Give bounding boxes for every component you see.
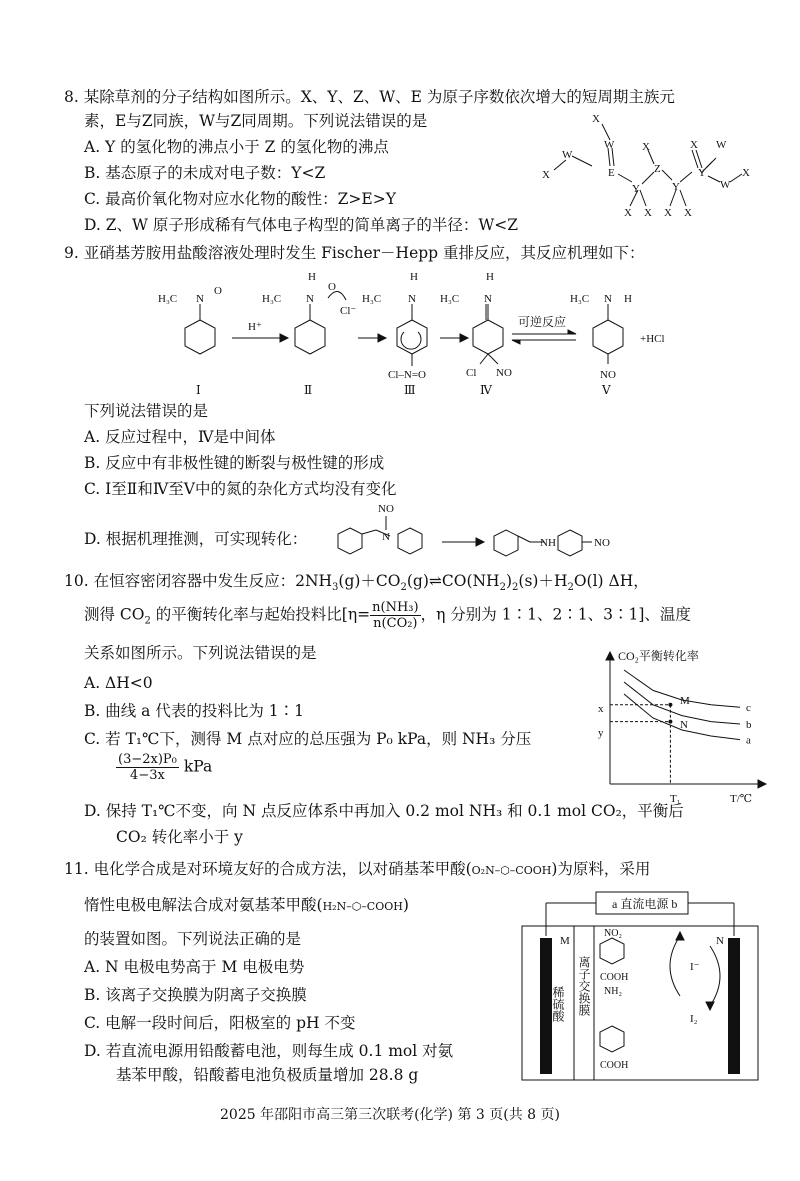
iodine-label: I₂ — [690, 1013, 698, 1025]
h-label-3: H — [410, 271, 418, 283]
chart-x-label: T/℃ — [730, 793, 753, 804]
no-label-5: NO — [600, 369, 616, 381]
h-label-5: H — [624, 293, 632, 305]
mol-x-atom: X — [642, 141, 650, 153]
d-no-label-1: NO — [378, 503, 394, 515]
inline-nitrobenzoic-acid: O₂N–⬡–COOH — [471, 864, 552, 877]
q9-option-b: B. 反应中有非极性键的断裂与极性键的形成 — [84, 454, 385, 472]
q10-stem-line1: 10. 在恒容密闭容器中发生反应：$2NH_3(g)+CO_2(g)\rightleftharpoons CO(NH_2)_2(s)+H_2O(l)$ ΔH， — [64, 572, 649, 594]
mol-y-atom: Y — [698, 167, 706, 179]
compound-label-iv: Ⅳ — [480, 383, 492, 397]
chart-series-label-c: c — [746, 702, 751, 715]
n-electrode — [728, 938, 740, 1074]
h3c-label-1: H₃C — [158, 293, 178, 305]
q8-molecule-structure — [530, 110, 780, 220]
chart-y-tick-y: y — [598, 727, 604, 739]
eta-fraction: $\frac{\text{n(NH₃)}}{\text{n(CO₂)}}$ — [372, 600, 419, 631]
q8-option-c: C. 最高价氧化物对应水化物的酸性：Z>E>Y — [84, 190, 396, 208]
h-label-4: H — [486, 271, 494, 283]
q10-option-c-fraction: $\frac{\text{(3−2x)P₀}}{4-3x}$ kPa — [118, 752, 213, 783]
n-label-3: N — [408, 293, 416, 305]
mol-x-atom: X — [624, 207, 632, 219]
mol-w-atom: W — [562, 149, 573, 161]
cooh-label-2: COOH — [600, 1060, 629, 1071]
q11-option-b: B. 该离子交换膜为阴离子交换膜 — [84, 986, 307, 1004]
chart-series-label-b: b — [746, 719, 752, 731]
page-footer: 2025 年邵阳市高三第三次联考(化学) 第 3 页(共 8 页) — [220, 1107, 560, 1123]
q10-option-b: B. 曲线 a 代表的投料比为 1∶1 — [84, 702, 304, 720]
dilute-sulfuric-acid-label: 稀硫酸 — [551, 986, 565, 1022]
mol-x-atom: X — [684, 207, 692, 219]
n-label-1: N — [196, 293, 204, 305]
q9-reaction-mechanism — [140, 268, 700, 398]
q10-conversion-chart — [590, 644, 780, 804]
q9-prompt: 下列说法错误的是 — [84, 402, 209, 420]
mol-y-atom: Y — [672, 181, 680, 193]
cl-minus-label: Cl⁻ — [340, 305, 357, 317]
q11-option-d-line2: 基苯甲酸，铅酸蓄电池负极质量增加 28.8 g — [116, 1066, 419, 1084]
q11-option-c: C. 电解一段时间后，阳极室的 pH 不变 — [84, 1014, 356, 1032]
cooh-label-1: COOH — [600, 972, 629, 983]
mol-e-atom: E — [608, 167, 615, 179]
q9-stem: 9. 亚硝基芳胺用盐酸溶液处理时发生 Fischer－Hepp 重排反应，其反应机理如下： — [64, 244, 645, 262]
mol-x-atom: X — [690, 139, 698, 151]
mol-x-atom: X — [542, 169, 550, 181]
compound-label-iii: Ⅲ — [404, 383, 416, 397]
electrode-n-label: N — [716, 935, 724, 947]
mol-w-atom: W — [720, 179, 731, 191]
n-label-2: N — [306, 293, 314, 305]
cl-n-o-label: Cl–N=O — [388, 369, 426, 381]
h-plus-label: H⁺ — [248, 321, 262, 333]
q9-option-d-structures — [330, 500, 650, 560]
chart-x-tick-t1: T₁ — [670, 793, 681, 804]
h-label-2: H — [308, 271, 316, 283]
no2-label: NO₂ — [604, 928, 622, 939]
svg-text:N: N — [382, 531, 390, 543]
inline-aminobenzoic-acid: H₂N–⬡–COOH — [322, 900, 403, 913]
mol-y-atom: Y — [632, 183, 640, 195]
q10-option-c: C. 若 T₁℃下，测得 M 点对应的总压强为 P₀ kPa，则 NH₃ 分压 — [84, 730, 532, 748]
mol-x-atom: X — [742, 167, 750, 179]
q11-option-d-line1: D. 若直流电源用铅酸蓄电池，则每生成 0.1 mol 对氨 — [84, 1042, 454, 1060]
chart-point-n-label: N — [680, 719, 688, 731]
q9-option-d: D. 根据机理推测，可实现转化： — [84, 530, 308, 548]
compound-label-i: Ⅰ — [196, 383, 201, 397]
q8-option-a: A. Y 的氢化物的沸点小于 Z 的氢化物的沸点 — [84, 138, 389, 156]
cl-label-4: Cl — [466, 367, 477, 379]
hcl-label: +HCl — [640, 333, 665, 345]
compound-label-ii: Ⅱ — [304, 383, 313, 397]
q9-option-a: A. 反应过程中，Ⅳ是中间体 — [84, 428, 276, 446]
no-label-4: NO — [496, 367, 512, 379]
mol-x-atom: X — [592, 113, 600, 125]
chart-y-title: CO₂平衡转化率 — [618, 649, 699, 663]
iodide-label: I⁻ — [690, 961, 700, 973]
q11-electrolysis-apparatus — [520, 886, 780, 1086]
q11-stem-line2: 惰性电极电解法合成对氨基苯甲酸(H₂N–⬡–COOH) — [84, 896, 409, 914]
n-label-4: N — [484, 293, 492, 305]
q11-stem-line1: 11. 电化学合成是对环境友好的合成方法，以对硝基苯甲酸(O₂N–⬡–COOH)为原料，采用 — [64, 860, 651, 878]
nh2-label: NH₂ — [604, 986, 622, 997]
q8-option-b: B. 基态原子的未成对电子数：Y<Z — [84, 164, 326, 182]
chart-point-m-label: M — [680, 695, 690, 707]
q10-stem-line3: 关系如图所示。下列说法错误的是 — [84, 644, 317, 662]
n-label-5: N — [604, 293, 612, 305]
h3c-label-4: H₃C — [440, 293, 460, 305]
chart-series-label-a: a — [746, 734, 751, 747]
h3c-label-5: H₃C — [570, 293, 590, 305]
compound-label-v: Ⅴ — [602, 383, 611, 397]
mol-z-atom: Z — [654, 163, 661, 175]
h3c-label-3: H₃C — [362, 293, 382, 305]
q8-option-d: D. Z、W 原子形成稀有气体电子构型的简单离子的半径：W<Z — [84, 216, 519, 234]
q10-option-d-line2: CO₂ 转化率小于 y — [116, 828, 243, 846]
mol-w-atom: W — [604, 139, 615, 151]
q10-option-a: A. ΔH<0 — [84, 674, 153, 692]
q10-option-d-line1: D. 保持 T₁℃不变，向 N 点反应体系中再加入 0.2 mol NH₃ 和 0.1 mol CO₂，平衡后 — [84, 802, 684, 820]
o-label-2: O — [328, 281, 336, 293]
q8-stem-line1: 8. 某除草剂的分子结构如图所示。X、Y、Z、W、E 为原子序数依次增大的短周期主族元 — [64, 88, 675, 106]
h3c-label-2: H₃C — [262, 293, 282, 305]
mol-x-atom: X — [664, 207, 672, 219]
q9-option-c: C. Ⅰ至Ⅱ和Ⅳ至Ⅴ中的氮的杂化方式均没有变化 — [84, 480, 397, 498]
mol-x-atom: X — [644, 207, 652, 219]
mol-w-atom: W — [716, 139, 727, 151]
reversible-label: 可逆反应 — [518, 315, 567, 329]
q10-stem-line2: 测得 $CO_2$ 的平衡转化率与起始投料比[η= $\frac{\text{n(NH₃)}}{\text{n(CO₂)}}$ ，η 分别为 1∶1、2∶1、3∶1]、温度 — [84, 600, 691, 631]
o-label-1: O — [214, 285, 222, 297]
chart-y-tick-x: x — [598, 703, 604, 715]
electrode-m-label: M — [560, 935, 570, 947]
q8-stem-line2: 素，E与Z同族，W与Z同周期。下列说法错误的是 — [84, 112, 428, 130]
q11-option-a: A. N 电极电势高于 M 电极电势 — [84, 958, 305, 976]
power-label: a 直流电源 b — [612, 897, 678, 911]
d-nh-label: NH — [540, 537, 556, 549]
ion-exchange-membrane-label: 离子交换膜 — [577, 956, 591, 1016]
q11-stem-line3: 的装置如图。下列说法正确的是 — [84, 930, 302, 948]
d-no-label-2: NO — [594, 537, 610, 549]
